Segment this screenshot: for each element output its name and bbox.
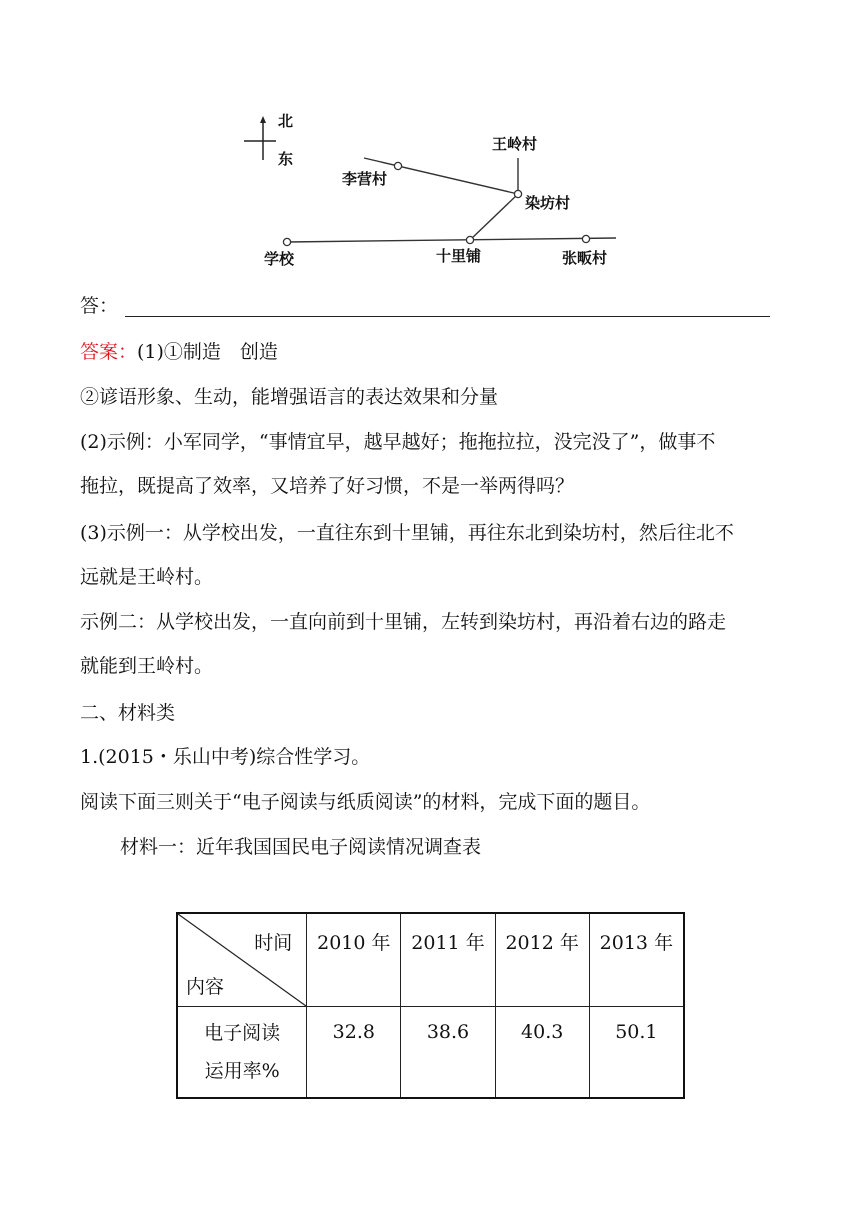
place-wangling-label: 王岭村 [492, 135, 538, 153]
material-1-title: 材料一：近年我国国民电子阅读情况调查表 [120, 836, 482, 858]
answer-label: 答案： [80, 341, 138, 363]
value-cell: 50.1 [589, 1007, 684, 1099]
place-school-label: 学校 [264, 250, 295, 268]
place-ranfang-label: 染坊村 [525, 194, 571, 212]
road-liying-ranfang [364, 158, 518, 194]
value-cell: 38.6 [401, 1007, 495, 1099]
node-liying [394, 162, 401, 169]
answer-3-line-1: (3)示例一：从学校出发，一直往东到十里铺，再往东北到染坊村，然后往北不 [80, 522, 734, 544]
value-cell: 40.3 [495, 1007, 589, 1099]
compass-north-arrow-icon [260, 116, 266, 123]
compass-east-label: 东 [278, 150, 294, 168]
year-header-cell: 2012 年 [495, 913, 589, 1007]
compass-north-label: 北 [278, 112, 294, 130]
question-1-title: 1.(2015・乐山中考)综合性学习。 [80, 746, 371, 768]
section-title: 二、材料类 [80, 702, 176, 724]
place-liying-label: 李营村 [342, 170, 388, 188]
node-zhangfan [582, 235, 589, 242]
answer-3b-line-2: 就能到王岭村。 [80, 655, 214, 677]
answer-2-line-2: 拖拉，既提高了效率，又培养了好习惯，不是一举两得吗？ [80, 475, 575, 497]
node-shilipu [466, 236, 473, 243]
route-map-svg [230, 108, 630, 273]
answer-blank-line [125, 316, 770, 317]
table-corner-cell [177, 913, 307, 1007]
answer-part-1 [80, 338, 278, 366]
question-1-instruction: 阅读下面三则关于“电子阅读与纸质阅读”的材料，完成下面的题目。 [80, 791, 651, 813]
place-shilipu-label: 十里铺 [436, 247, 482, 265]
answer-2-line-1: (2)示例：小军同学，“事情宜早，越早越好；拖拖拉拉，没完没了”，做事不 [80, 431, 716, 453]
year-header-cell: 2010 年 [307, 913, 401, 1007]
road-main [287, 238, 616, 242]
node-ranfang [514, 190, 521, 197]
table-row [177, 1007, 684, 1099]
answer-1b: ②谚语形象、生动，能增强语言的表达效果和分量 [80, 386, 499, 408]
answer-prompt: 答： [80, 295, 119, 317]
route-map [230, 108, 630, 273]
row-label-cell [177, 1007, 307, 1099]
year-header-cell: 2011 年 [401, 913, 495, 1007]
table-header-row [177, 913, 684, 1007]
row-label-line-1: 电子阅读 [204, 1022, 281, 1044]
row-label-line-2: 运用率% [204, 1060, 280, 1082]
corner-time-label: 时间 [254, 932, 293, 954]
node-school [283, 238, 290, 245]
value-cell: 32.8 [307, 1007, 401, 1099]
corner-content-label: 内容 [186, 976, 225, 998]
year-header-cell: 2013 年 [589, 913, 684, 1007]
place-zhangfan-label: 张畈村 [562, 249, 608, 267]
answer-1a: (1)①制造 创造 [137, 341, 278, 363]
answer-3-line-2: 远就是王岭村。 [80, 566, 214, 588]
road-ranfang-shilipu [470, 194, 518, 240]
answer-3b-line-1: 示例二：从学校出发，一直向前到十里铺，左转到染坊村，再沿着右边的路走 [80, 611, 727, 633]
survey-table [176, 912, 685, 1099]
